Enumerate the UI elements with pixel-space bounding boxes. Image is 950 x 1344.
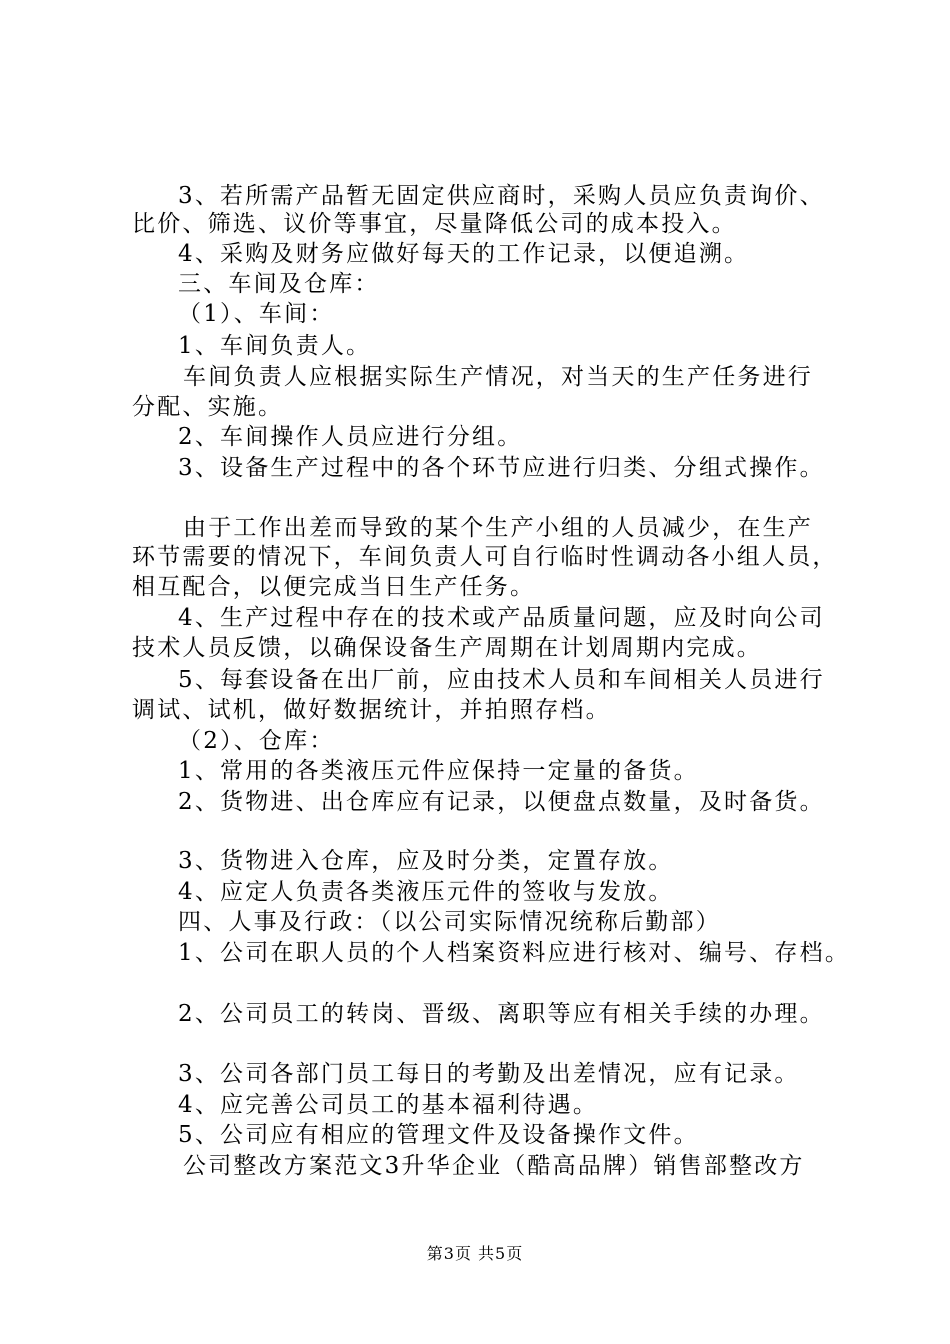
- paragraph-line: 2、公司员工的转岗、晋级、离职等应有相关手续的办理。: [178, 1001, 825, 1027]
- paragraph-line: 车间负责人应根据实际生产情况，对当天的生产任务进行: [183, 364, 813, 390]
- paragraph-line: 技术人员反馈，以确保设备生产周期在计划周期内完成。: [132, 635, 762, 661]
- paragraph-line: 5、公司应有相应的管理文件及设备操作文件。: [178, 1122, 699, 1148]
- subsection-heading: （1）、车间：: [178, 301, 335, 327]
- paragraph-line: 3、设备生产过程中的各个环节应进行归类、分组式操作。: [178, 455, 825, 481]
- paragraph-line: 4、生产过程中存在的技术或产品质量问题，应及时向公司: [178, 605, 825, 631]
- paragraph-line: 相互配合，以便完成当日生产任务。: [132, 574, 536, 600]
- paragraph-line: 分配、实施。: [132, 394, 284, 420]
- paragraph-line: 2、车间操作人员应进行分组。: [178, 424, 523, 450]
- paragraph-line: 1、常用的各类液压元件应保持一定量的备货。: [178, 758, 699, 784]
- paragraph-line: 环节需要的情况下，车间负责人可自行临时性调动各小组人员，: [132, 544, 838, 570]
- paragraph-line: 公司整改方案范文3升华企业（酷高品牌）销售部整改方: [183, 1153, 805, 1179]
- paragraph-line: 5、每套设备在出厂前，应由技术人员和车间相关人员进行: [178, 667, 825, 693]
- section-heading: 四、人事及行政：（以公司实际情况统称后勤部）: [178, 909, 721, 935]
- paragraph-line: 3、货物进入仓库，应及时分类，定置存放。: [178, 848, 674, 874]
- subsection-heading: （2）、仓库：: [178, 728, 335, 754]
- page-footer: 第3页 共5页: [426, 1244, 524, 1263]
- paragraph-line: 1、车间负责人。: [178, 333, 372, 359]
- paragraph-line: 3、若所需产品暂无固定供应商时，采购人员应负责询价、: [178, 183, 825, 209]
- paragraph-line: 4、应定人负责各类液压元件的签收与发放。: [178, 879, 674, 905]
- paragraph-line: 4、应完善公司员工的基本福利待遇。: [178, 1092, 599, 1118]
- paragraph-line: 比价、筛选、议价等事宜，尽量降低公司的成本投入。: [132, 211, 737, 237]
- paragraph-line: 3、公司各部门员工每日的考勤及出差情况，应有记录。: [178, 1061, 800, 1087]
- paragraph-line: 调试、试机，做好数据统计，并拍照存档。: [132, 697, 611, 723]
- paragraph-line: 2、货物进、出仓库应有记录，以便盘点数量，及时备货。: [178, 789, 825, 815]
- section-heading: 三、车间及仓库：: [178, 271, 380, 297]
- paragraph-line: 4、采购及财务应做好每天的工作记录，以便追溯。: [178, 241, 750, 267]
- paragraph-line: 1、公司在职人员的个人档案资料应进行核对、编号、存档。: [178, 940, 851, 966]
- paragraph-line: 由于工作出差而导致的某个生产小组的人员减少，在生产: [183, 515, 813, 541]
